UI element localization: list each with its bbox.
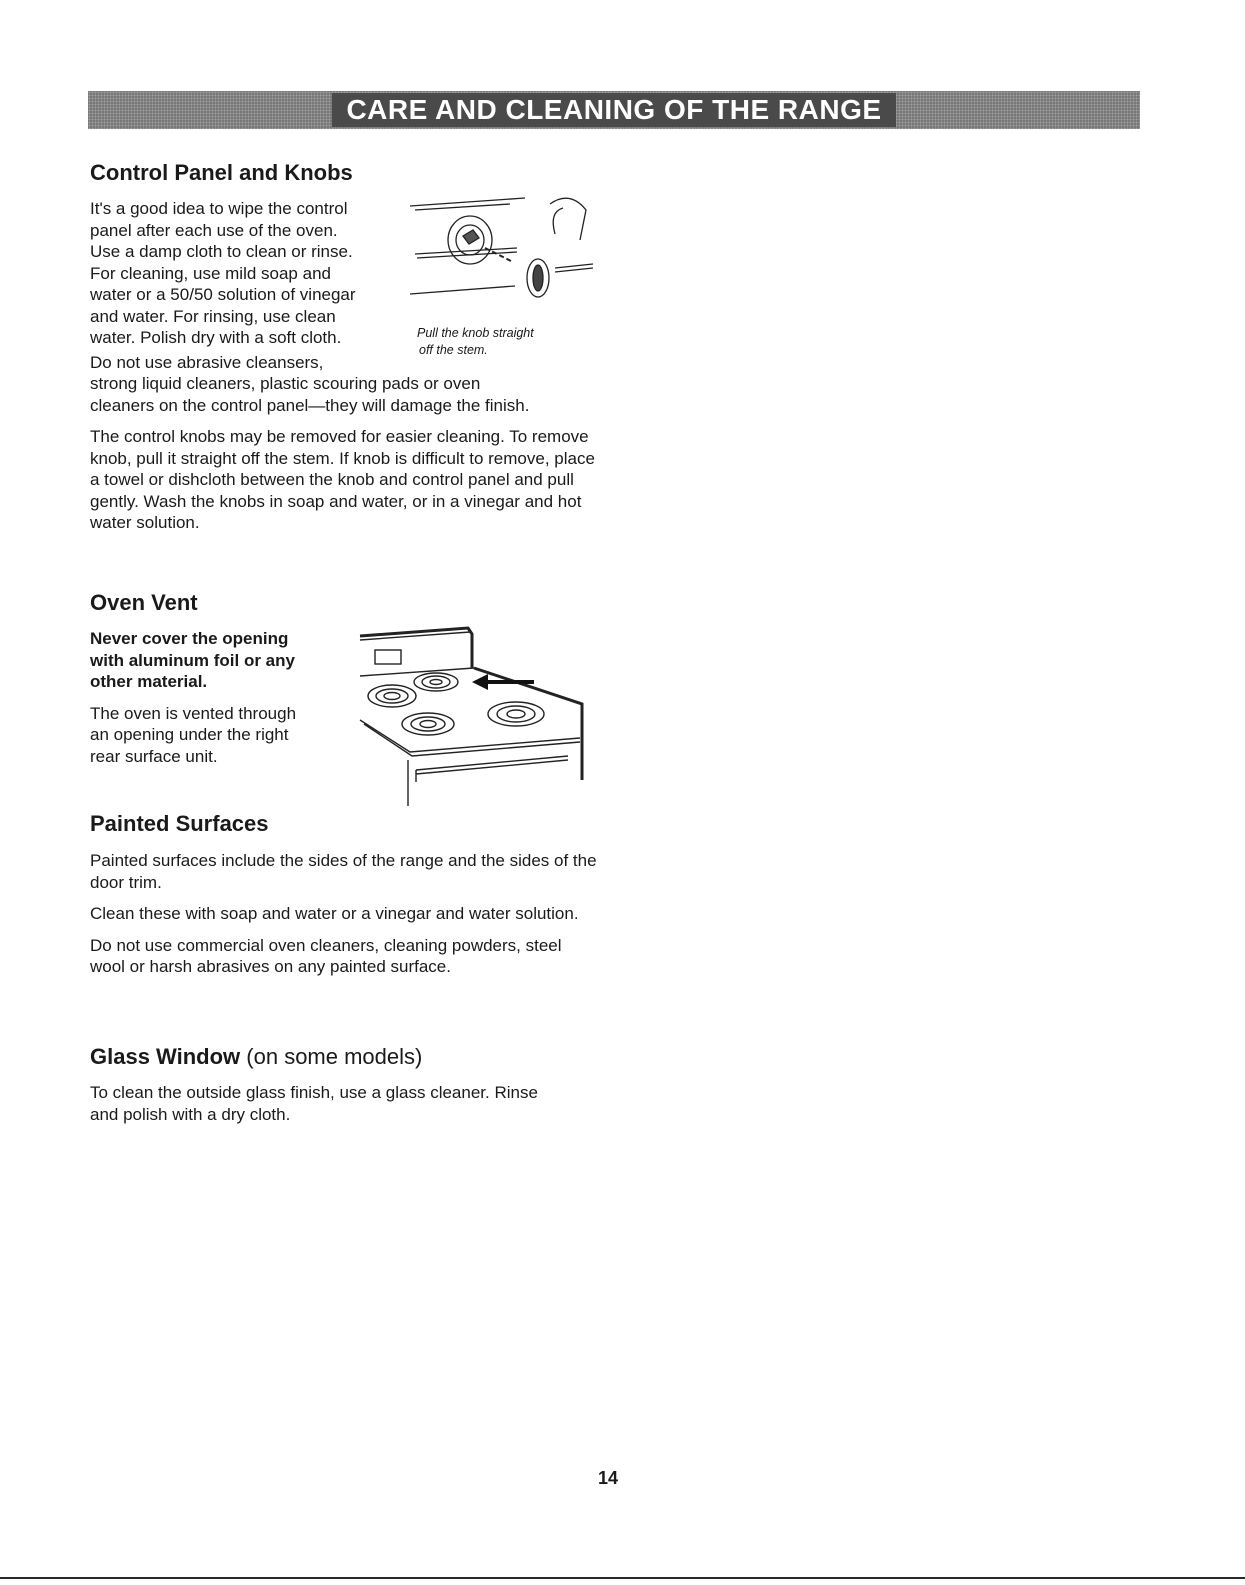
oven-vent-warning bbox=[90, 628, 350, 693]
section-banner bbox=[88, 91, 1140, 129]
caption-line-2: off the stem. bbox=[419, 343, 488, 357]
oven-vent-section bbox=[90, 590, 350, 767]
knob-illustration bbox=[405, 190, 595, 310]
control-panel-heading: Control Panel and Knobs bbox=[90, 160, 353, 185]
ov-warn-line-3: other material. bbox=[90, 672, 208, 691]
cp-line-5: water or a 50/50 solution of vinegar bbox=[90, 285, 356, 304]
control-panel-warning bbox=[90, 352, 600, 417]
ov-warn-line-1: Never cover the opening bbox=[90, 629, 289, 648]
knob-caption bbox=[417, 325, 534, 359]
control-panel-knob-removal: The control knobs may be removed for easier cleaning. To remove knob, pull it straight off the stem. If knob is difficult to remove, place a towel or dishcloth between the knob and control panel and pull gently. Wash the knobs in soap and water, or in a vinegar and hot water solution. bbox=[90, 427, 595, 532]
caption-line-1: Pull the knob straight bbox=[417, 326, 534, 340]
oven-vent-heading: Oven Vent bbox=[90, 590, 198, 615]
banner-title: CARE AND CLEANING OF THE RANGE bbox=[332, 93, 895, 127]
glass-window-p1: To clean the outside glass finish, use a glass cleaner. Rinse and polish with a dry cloth. bbox=[90, 1083, 538, 1124]
cp-warn-line-2: strong liquid cleaners, plastic scouring pads or oven bbox=[90, 374, 481, 393]
bottom-rule bbox=[0, 1577, 1245, 1579]
cp-line-3: Use a damp cloth to clean or rinse. bbox=[90, 242, 353, 261]
glass-window-heading bbox=[90, 1044, 600, 1070]
page-number: 14 bbox=[598, 1468, 619, 1488]
painted-surfaces-section bbox=[90, 811, 600, 978]
cp-line-1: It's a good idea to wipe the control bbox=[90, 199, 348, 218]
cp-line-2: panel after each use of the oven. bbox=[90, 220, 338, 240]
cp-line-4: For cleaning, use mild soap and bbox=[90, 263, 331, 283]
painted-surfaces-heading: Painted Surfaces bbox=[90, 811, 269, 836]
ov-warn-line-2: with aluminum foil or any bbox=[90, 650, 295, 670]
painted-p1: Painted surfaces include the sides of the range and the sides of the door trim. bbox=[90, 851, 597, 892]
cp-warn-line-1: Do not use abrasive cleansers, bbox=[90, 352, 324, 372]
painted-p3: Do not use commercial oven cleaners, cleaning powders, steel wool or harsh abrasives on any painted surface. bbox=[90, 935, 562, 976]
oven-vent-body bbox=[90, 703, 350, 768]
painted-p2: Clean these with soap and water or a vinegar and water solution. bbox=[90, 904, 579, 923]
ov-line-2: an opening under the right bbox=[90, 725, 289, 744]
cp-warn-line-3: cleaners on the control panel—they will damage the finish. bbox=[90, 395, 530, 415]
ov-line-3: rear surface unit. bbox=[90, 746, 218, 766]
glass-window-qualifier: (on some models) bbox=[246, 1044, 423, 1069]
cp-line-7: water. Polish dry with a soft cloth. bbox=[90, 328, 342, 347]
glass-window-title: Glass Window bbox=[90, 1044, 241, 1069]
glass-window-section bbox=[90, 1044, 600, 1125]
ov-line-1: The oven is vented through bbox=[90, 703, 297, 723]
range-illustration bbox=[350, 620, 590, 810]
cp-line-6: and water. For rinsing, use clean bbox=[90, 306, 336, 326]
